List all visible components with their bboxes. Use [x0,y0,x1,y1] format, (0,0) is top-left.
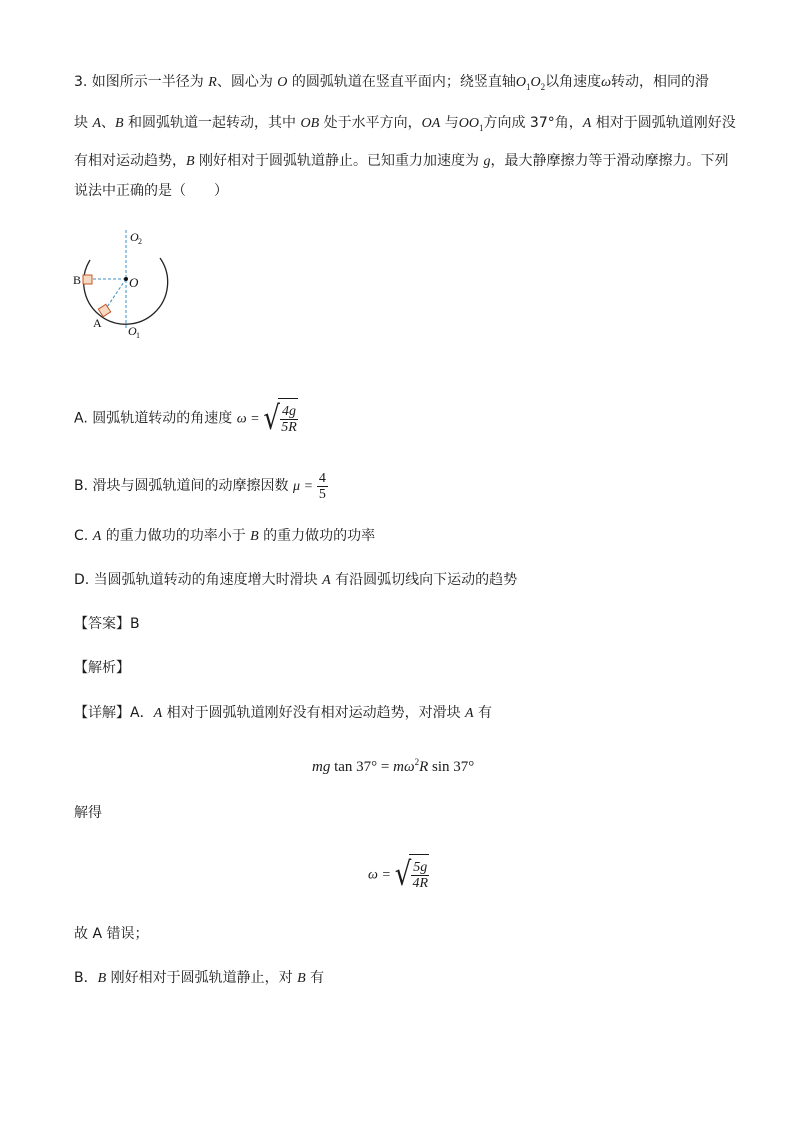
option-d: D. 当圆弧轨道转动的角速度增大时滑块 A 有沿圆弧切线向下运动的趋势 [74,572,518,588]
conclusion-a: 故 A 错误； [74,926,149,942]
label-o1: O [128,324,137,338]
label-a: A [93,316,102,330]
block-b [83,275,92,284]
label-o: O [129,275,139,290]
label-b: B [73,273,82,287]
sqrt-expression: √ $\frac{5g}{4R}$ [394,855,429,894]
sqrt-expression: √ $\frac{4g}{5R}$ [263,399,297,438]
equation-2: ω = √ $\frac{5g}{4R}$ [368,855,429,894]
label-o1-sub: 1 [136,331,140,340]
question-line-4: 说法中正确的是（ ） [74,183,228,199]
center-point [124,277,128,281]
detail-b-line: B．B 刚好相对于圆弧轨道静止，对 B 有 [74,970,325,986]
oa-line [105,279,126,310]
solve-label: 解得 [74,805,102,821]
question-line-1: 3. 如图所示一半径为 R、圆心为 O 的圆弧轨道在竖直平面内；绕竖直轴$O_1O_2$以角速度ω转动，相同的滑 [74,74,709,92]
option-b: B. 滑块与圆弧轨道间的动摩擦因数 μ = $\frac{4}{5}$ [74,470,326,502]
fraction: $\frac{4}{5}$ [318,470,326,502]
question-line-2: 块 A、B 和圆弧轨道一起转动，其中 OB 处于水平方向，OA 与$OO_1$方向成 37°角，A 相对于圆弧轨道刚好没 [74,115,736,133]
analysis-label: 【解析】 [74,660,130,676]
label-o2-sub: 2 [138,237,142,246]
answer: 【答案】B [74,616,140,632]
option-a: A. 圆弧轨道转动的角速度 ω = √ $\frac{4g}{5R}$ [74,399,297,438]
circular-track-figure [68,222,188,344]
label-o2: O [130,230,139,244]
detail-line: 【详解】A．A 相对于圆弧轨道刚好没有相对运动趋势，对滑块 A 有 [74,705,493,721]
option-c: C. A 的重力做功的功率小于 B 的重力做功的功率 [74,528,376,544]
question-line-3: 有相对运动趋势，B 刚好相对于圆弧轨道静止。已知重力加速度为 g，最大静摩擦力等于滑动摩擦力。下列 [74,153,729,169]
equation-1: mg $\tan 37^\circ = m\omega^2R$ sin 37° [312,757,475,775]
